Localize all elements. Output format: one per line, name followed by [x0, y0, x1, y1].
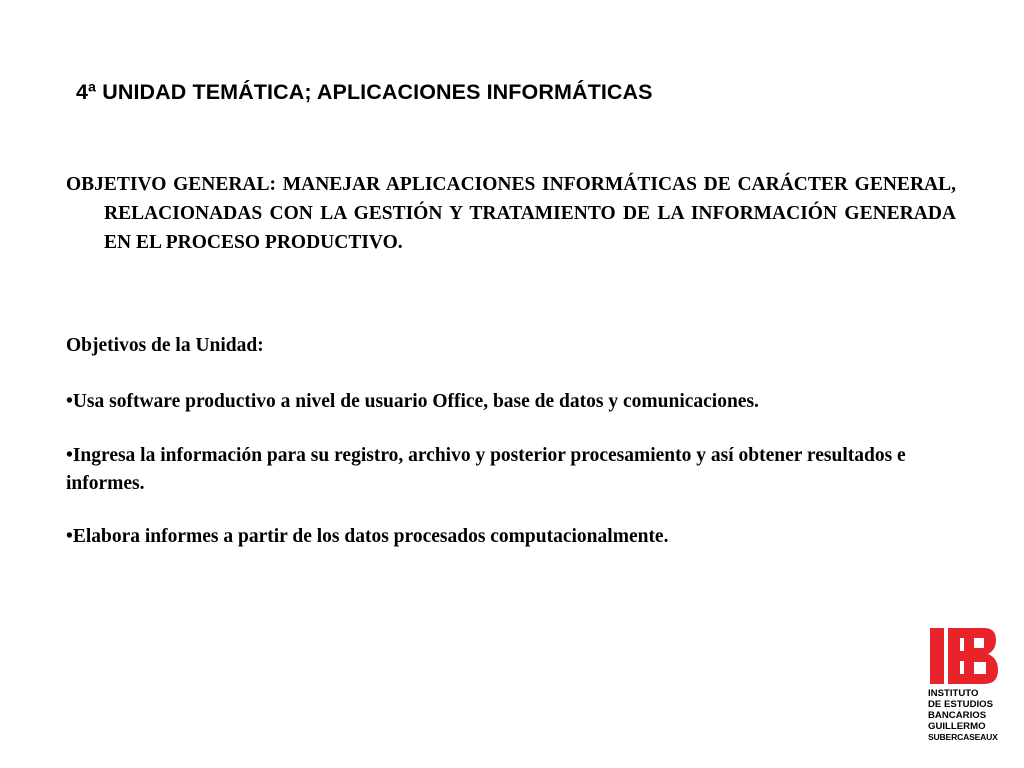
unit-objective-item: •Elabora informes a partir de los datos procesados computacionalmente.: [66, 526, 669, 547]
slide-title: 4ª UNIDAD TEMÁTICA; APLICACIONES INFORMÁTICAS: [76, 80, 653, 104]
institute-logo: [928, 626, 1000, 746]
logo-line: INSTITUTO: [928, 688, 979, 699]
ieb-logo-icon: [928, 626, 1000, 686]
logo-caption: [928, 688, 1000, 743]
logo-line: DE ESTUDIOS: [928, 699, 994, 710]
general-objective: OBJETIVO GENERAL: MANEJAR APLICACIONES INFORMÁTICAS DE CARÁCTER GENERAL, RELACIONADAS CON LA GESTIÓN Y TRATAMIENTO DE LA INFORMACIÓN GENERADA EN EL PROCESO PRODUCTIVO.: [66, 174, 956, 253]
unit-objective-item: •Usa software productivo a nivel de usuario Office, base de datos y comunicaciones.: [66, 391, 759, 412]
logo-line: SUBERCASEAUX: [928, 732, 998, 742]
unit-objectives-heading: Objetivos de la Unidad:: [66, 335, 264, 356]
unit-objective-item: •Ingresa la información para su registro, archivo y posterior procesamiento y así obtener resultados e informes.: [66, 445, 906, 494]
logo-line: BANCARIOS: [928, 710, 987, 721]
logo-line: GUILLERMO: [928, 721, 986, 732]
